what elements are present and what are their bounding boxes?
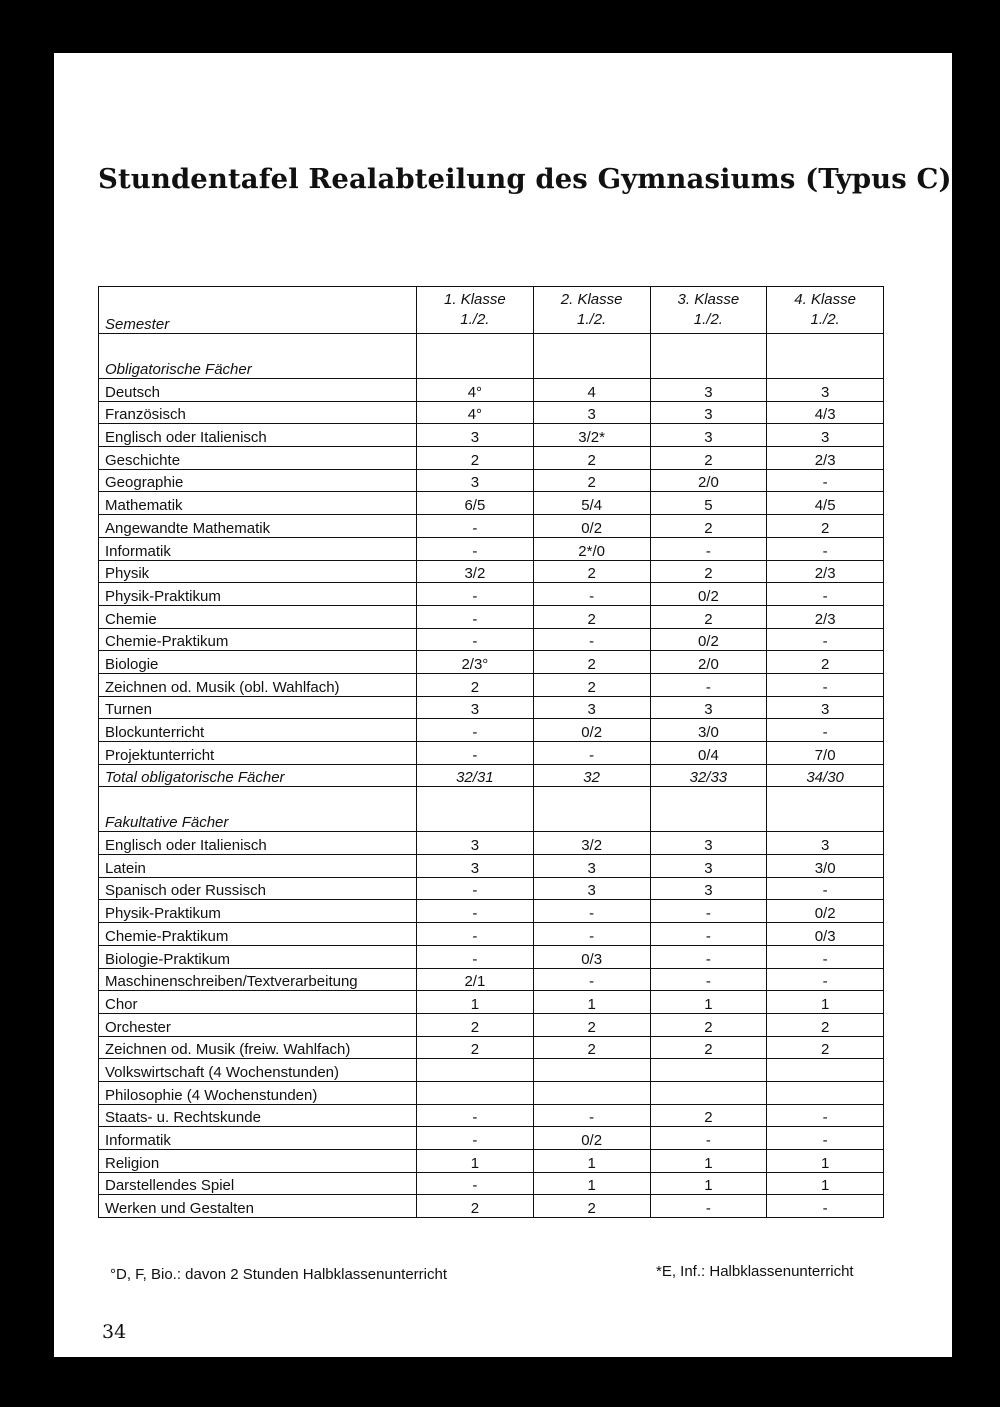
- hours-cell: 2: [417, 1195, 534, 1218]
- hours-cell: 3: [533, 696, 650, 719]
- table-row: [99, 923, 884, 946]
- section-empty-cell: [767, 334, 884, 379]
- subject-label: Informatik: [99, 537, 417, 560]
- hours-cell: -: [767, 877, 884, 900]
- hours-cell: 3: [533, 401, 650, 424]
- hours-cell: 2: [533, 469, 650, 492]
- hours-cell: -: [533, 900, 650, 923]
- hours-cell: [650, 1059, 767, 1082]
- subject-label: Biologie-Praktikum: [99, 945, 417, 968]
- hours-cell: -: [533, 628, 650, 651]
- section-empty-cell: [650, 787, 767, 832]
- hours-cell: 2: [767, 1013, 884, 1036]
- hours-cell: -: [767, 583, 884, 606]
- hours-cell: [533, 1081, 650, 1104]
- hours-cell: [650, 1081, 767, 1104]
- section-empty-cell: [533, 787, 650, 832]
- hours-cell: 2/0: [650, 651, 767, 674]
- header-class-name: 1. Klasse: [444, 291, 506, 308]
- hours-cell: 3/2*: [533, 424, 650, 447]
- total-hours-cell: 32: [533, 764, 650, 787]
- hours-cell: 2/0: [650, 469, 767, 492]
- hours-cell: 2: [650, 447, 767, 470]
- section-title: Fakultative Fächer: [99, 787, 417, 832]
- hours-cell: 0/4: [650, 742, 767, 765]
- section-row: [99, 334, 884, 379]
- hours-cell: -: [417, 923, 534, 946]
- hours-cell: 2: [767, 651, 884, 674]
- table-row: [99, 515, 884, 538]
- hours-cell: 2: [650, 605, 767, 628]
- section-empty-cell: [533, 334, 650, 379]
- subject-label: Physik: [99, 560, 417, 583]
- page: [54, 53, 952, 1357]
- table-row: [99, 537, 884, 560]
- hours-cell: -: [417, 537, 534, 560]
- subject-label: Zeichnen od. Musik (freiw. Wahlfach): [99, 1036, 417, 1059]
- hours-cell: -: [533, 583, 650, 606]
- hours-cell: -: [417, 583, 534, 606]
- hours-cell: -: [417, 719, 534, 742]
- hours-cell: -: [767, 1127, 884, 1150]
- table-row: [99, 583, 884, 606]
- table-row: [99, 560, 884, 583]
- header-class-4: [767, 287, 884, 334]
- hours-cell: 3: [417, 855, 534, 878]
- hours-cell: 1: [650, 991, 767, 1014]
- hours-cell: 2: [533, 673, 650, 696]
- subject-label: Zeichnen od. Musik (obl. Wahlfach): [99, 673, 417, 696]
- table-row: [99, 877, 884, 900]
- table-row: [99, 900, 884, 923]
- hours-cell: 1: [767, 1172, 884, 1195]
- hours-cell: 3: [533, 877, 650, 900]
- hours-cell: 3: [650, 424, 767, 447]
- hours-cell: -: [650, 923, 767, 946]
- header-class-3: [650, 287, 767, 334]
- hours-cell: 3/0: [767, 855, 884, 878]
- table-row: [99, 832, 884, 855]
- hours-cell: 2: [417, 1036, 534, 1059]
- total-hours-cell: 34/30: [767, 764, 884, 787]
- table-row: [99, 1104, 884, 1127]
- total-hours-cell: 32/31: [417, 764, 534, 787]
- hours-cell: 2: [533, 1195, 650, 1218]
- hours-cell: 4: [533, 379, 650, 402]
- table-row: [99, 945, 884, 968]
- hours-cell: 1: [650, 1150, 767, 1173]
- subject-label: Staats- u. Rechtskunde: [99, 1104, 417, 1127]
- hours-cell: 1: [533, 1172, 650, 1195]
- subject-label: Orchester: [99, 1013, 417, 1036]
- page-title: Stundentafel Realabteilung des Gymnasiums (Typus C): [98, 163, 952, 195]
- hours-cell: -: [417, 1127, 534, 1150]
- table-row: [99, 968, 884, 991]
- subject-label: Werken und Gestalten: [99, 1195, 417, 1218]
- hours-cell: 3: [650, 696, 767, 719]
- hours-cell: 3/2: [417, 560, 534, 583]
- hours-cell: -: [417, 515, 534, 538]
- hours-cell: 3: [650, 877, 767, 900]
- hours-cell: 3: [417, 832, 534, 855]
- hours-cell: 0/2: [533, 1127, 650, 1150]
- hours-cell: -: [767, 968, 884, 991]
- subject-label: Geschichte: [99, 447, 417, 470]
- subject-label: Chemie: [99, 605, 417, 628]
- hours-cell: 0/2: [650, 583, 767, 606]
- header-class-semester: 1./2.: [810, 311, 840, 328]
- subject-label: Turnen: [99, 696, 417, 719]
- hours-cell: -: [417, 945, 534, 968]
- hours-cell: 0/3: [767, 923, 884, 946]
- hours-cell: 2/3°: [417, 651, 534, 674]
- hours-cell: -: [533, 742, 650, 765]
- hours-cell: 0/2: [767, 900, 884, 923]
- hours-cell: -: [533, 923, 650, 946]
- hours-cell: -: [417, 1172, 534, 1195]
- table-row: [99, 991, 884, 1014]
- hours-cell: 4/3: [767, 401, 884, 424]
- hours-cell: -: [417, 900, 534, 923]
- hours-cell: 5/4: [533, 492, 650, 515]
- hours-cell: 0/2: [533, 515, 650, 538]
- footnote-halbklassen-degree: °D, F, Bio.: davon 2 Stunden Halbklassenunterricht: [110, 1266, 448, 1283]
- subject-label: Englisch oder Italienisch: [99, 424, 417, 447]
- hours-cell: 2/3: [767, 560, 884, 583]
- subject-label: Mathematik: [99, 492, 417, 515]
- hours-cell: 1: [767, 991, 884, 1014]
- subject-label: Französisch: [99, 401, 417, 424]
- hours-cell: 1: [417, 991, 534, 1014]
- hours-cell: 0/2: [533, 719, 650, 742]
- subject-label: Darstellendes Spiel: [99, 1172, 417, 1195]
- hours-cell: -: [417, 628, 534, 651]
- hours-cell: 1: [533, 1150, 650, 1173]
- subject-label: Geographie: [99, 469, 417, 492]
- table-row: [99, 1127, 884, 1150]
- hours-cell: 4°: [417, 401, 534, 424]
- hours-cell: -: [533, 968, 650, 991]
- subject-label: Chor: [99, 991, 417, 1014]
- hours-cell: 5: [650, 492, 767, 515]
- hours-cell: 2*/0: [533, 537, 650, 560]
- table-row: [99, 469, 884, 492]
- hours-cell: 3/2: [533, 832, 650, 855]
- hours-cell: 2: [767, 1036, 884, 1059]
- hours-cell: 0/3: [533, 945, 650, 968]
- hours-cell: 2: [533, 1036, 650, 1059]
- table-row: [99, 1036, 884, 1059]
- header-class-semester: 1./2.: [460, 311, 490, 328]
- hours-cell: 3: [533, 855, 650, 878]
- subject-label: Deutsch: [99, 379, 417, 402]
- hours-cell: 3: [650, 401, 767, 424]
- subject-label: Volkswirtschaft (4 Wochenstunden): [99, 1059, 417, 1082]
- subject-label: Chemie-Praktikum: [99, 628, 417, 651]
- subject-label: Physik-Praktikum: [99, 900, 417, 923]
- hours-cell: -: [650, 1195, 767, 1218]
- table-row: [99, 696, 884, 719]
- subject-label: Latein: [99, 855, 417, 878]
- header-class-1: [417, 287, 534, 334]
- hours-cell: -: [767, 628, 884, 651]
- table-row: [99, 719, 884, 742]
- table-row: [99, 1013, 884, 1036]
- hours-cell: -: [533, 1104, 650, 1127]
- subject-label: Blockunterricht: [99, 719, 417, 742]
- table-row: [99, 379, 884, 402]
- total-hours-cell: 32/33: [650, 764, 767, 787]
- hours-cell: 2: [533, 1013, 650, 1036]
- subject-label: Physik-Praktikum: [99, 583, 417, 606]
- hours-cell: 2: [533, 447, 650, 470]
- hours-cell: 3: [650, 379, 767, 402]
- hours-cell: 2/3: [767, 605, 884, 628]
- subject-label: Projektunterricht: [99, 742, 417, 765]
- page-number: 34: [102, 1321, 127, 1343]
- hours-cell: 3: [767, 696, 884, 719]
- section-row: [99, 787, 884, 832]
- hours-cell: 3: [767, 832, 884, 855]
- table-row: [99, 1059, 884, 1082]
- subject-label: Chemie-Praktikum: [99, 923, 417, 946]
- hours-cell: 2: [767, 515, 884, 538]
- header-class-name: 2. Klasse: [560, 291, 623, 308]
- timetable-body: [99, 287, 884, 1218]
- header-class-2: [533, 287, 650, 334]
- hours-cell: [417, 1081, 534, 1104]
- subject-label: Englisch oder Italienisch: [99, 832, 417, 855]
- hours-cell: 3: [417, 696, 534, 719]
- hours-cell: -: [650, 968, 767, 991]
- header-semester-label: Semester: [99, 287, 417, 334]
- table-row: [99, 1150, 884, 1173]
- hours-cell: -: [767, 719, 884, 742]
- hours-cell: -: [650, 673, 767, 696]
- subject-label: Philosophie (4 Wochenstunden): [99, 1081, 417, 1104]
- hours-cell: 2/1: [417, 968, 534, 991]
- hours-cell: 2: [533, 651, 650, 674]
- hours-cell: 3: [650, 855, 767, 878]
- header-row: [99, 287, 884, 334]
- subject-label: Spanisch oder Russisch: [99, 877, 417, 900]
- hours-cell: 2: [650, 1104, 767, 1127]
- hours-cell: 2: [533, 605, 650, 628]
- section-empty-cell: [417, 334, 534, 379]
- hours-cell: -: [417, 1104, 534, 1127]
- hours-cell: 2: [417, 447, 534, 470]
- hours-cell: 1: [533, 991, 650, 1014]
- hours-cell: 3: [767, 379, 884, 402]
- table-row: [99, 742, 884, 765]
- header-class-semester: 1./2.: [577, 311, 607, 328]
- hours-cell: -: [417, 742, 534, 765]
- hours-cell: 3: [417, 424, 534, 447]
- hours-cell: 3/0: [650, 719, 767, 742]
- hours-cell: 2/3: [767, 447, 884, 470]
- subject-label: Angewandte Mathematik: [99, 515, 417, 538]
- table-row: [99, 855, 884, 878]
- table-row: [99, 1195, 884, 1218]
- hours-cell: 2: [650, 515, 767, 538]
- section-empty-cell: [767, 787, 884, 832]
- hours-cell: 3: [767, 424, 884, 447]
- table-row: [99, 673, 884, 696]
- hours-cell: -: [650, 945, 767, 968]
- hours-cell: 4/5: [767, 492, 884, 515]
- subject-label: Maschinenschreiben/Textverarbeitung: [99, 968, 417, 991]
- table-row: [99, 628, 884, 651]
- hours-cell: 1: [767, 1150, 884, 1173]
- hours-cell: 3: [417, 469, 534, 492]
- header-class-name: 3. Klasse: [677, 291, 740, 308]
- header-class-semester: 1./2.: [693, 311, 723, 328]
- hours-cell: 6/5: [417, 492, 534, 515]
- hours-cell: 2: [417, 1013, 534, 1036]
- hours-cell: -: [767, 469, 884, 492]
- timetable: [98, 286, 884, 1218]
- section-empty-cell: [650, 334, 767, 379]
- hours-cell: 7/0: [767, 742, 884, 765]
- subject-label: Biologie: [99, 651, 417, 674]
- hours-cell: -: [767, 537, 884, 560]
- hours-cell: -: [417, 877, 534, 900]
- total-label: Total obligatorische Fächer: [99, 764, 417, 787]
- hours-cell: -: [650, 900, 767, 923]
- hours-cell: 2: [417, 673, 534, 696]
- table-row: [99, 401, 884, 424]
- hours-cell: -: [767, 1195, 884, 1218]
- subject-label: Religion: [99, 1150, 417, 1173]
- hours-cell: 2: [533, 560, 650, 583]
- hours-cell: -: [650, 537, 767, 560]
- hours-cell: -: [767, 673, 884, 696]
- hours-cell: 4°: [417, 379, 534, 402]
- section-title: Obligatorische Fächer: [99, 334, 417, 379]
- hours-cell: 1: [417, 1150, 534, 1173]
- hours-cell: [533, 1059, 650, 1082]
- hours-cell: 3: [650, 832, 767, 855]
- hours-cell: [767, 1081, 884, 1104]
- table-row: [99, 492, 884, 515]
- hours-cell: 2: [650, 1036, 767, 1059]
- hours-cell: -: [767, 945, 884, 968]
- hours-cell: -: [650, 1127, 767, 1150]
- hours-cell: 2: [650, 560, 767, 583]
- subject-label: Informatik: [99, 1127, 417, 1150]
- footnote-halbklassen-star: *E, Inf.: Halbklassenunterricht: [656, 1263, 854, 1280]
- header-class-name: 4. Klasse: [794, 291, 856, 308]
- total-row: [99, 764, 884, 787]
- hours-cell: -: [767, 1104, 884, 1127]
- table-row: [99, 424, 884, 447]
- hours-cell: -: [417, 605, 534, 628]
- table-row: [99, 1081, 884, 1104]
- hours-cell: 2: [650, 1013, 767, 1036]
- table-row: [99, 1172, 884, 1195]
- section-empty-cell: [417, 787, 534, 832]
- hours-cell: 1: [650, 1172, 767, 1195]
- hours-cell: [417, 1059, 534, 1082]
- table-row: [99, 651, 884, 674]
- hours-cell: 0/2: [650, 628, 767, 651]
- table-row: [99, 605, 884, 628]
- table-row: [99, 447, 884, 470]
- hours-cell: [767, 1059, 884, 1082]
